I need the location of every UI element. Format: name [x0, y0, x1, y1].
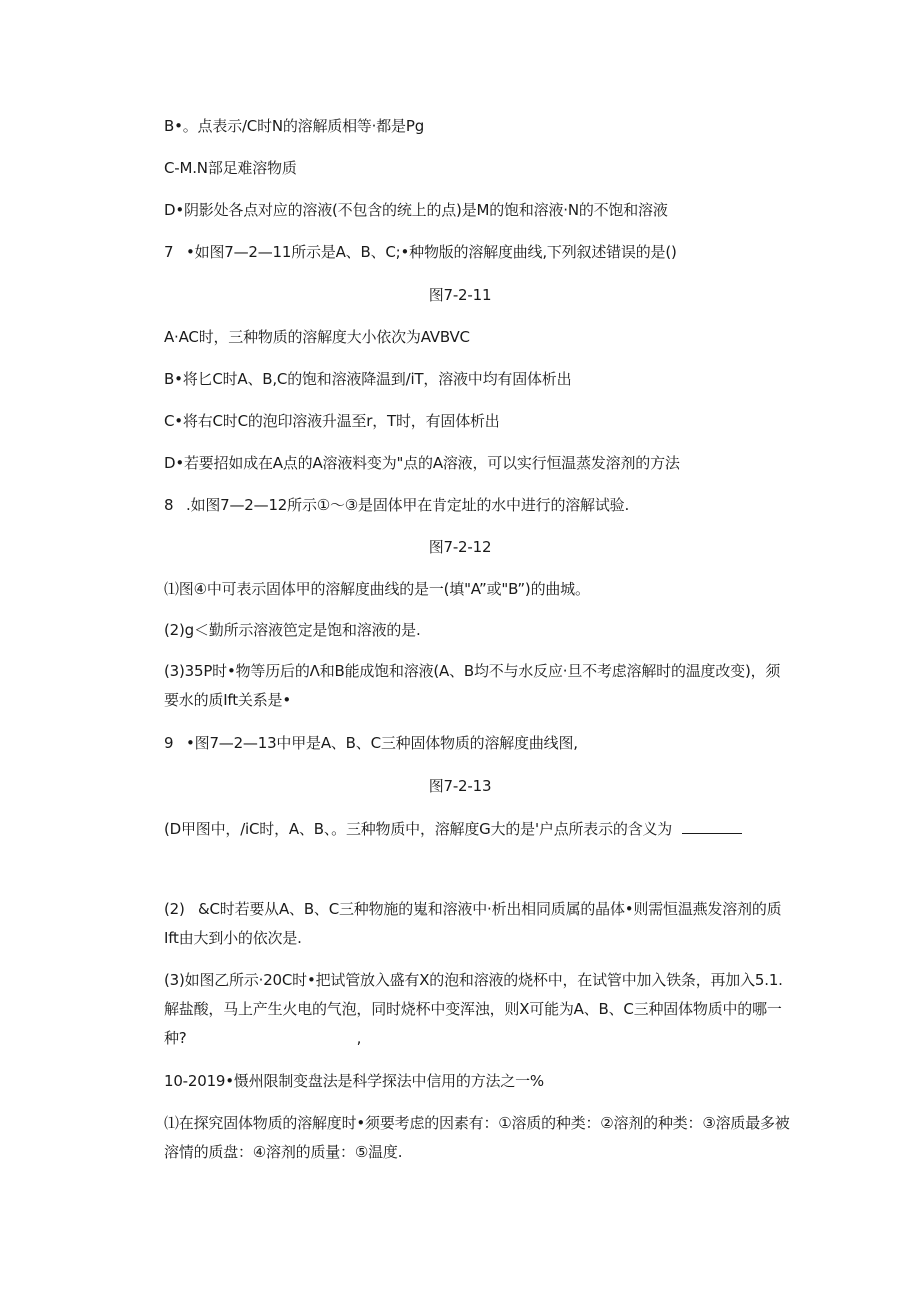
question-7-option-b: B•将匕C时A、B,C的饱和溶液降温到/iT，溶液中均有固体析出: [164, 370, 572, 388]
question-9-part-3-mark: ,: [356, 1029, 362, 1047]
question-9-text: •图7—2—13中甲是A、B、C三种固体物质的溶解度曲线图,: [186, 734, 578, 752]
question-9-part-2-number: (2): [164, 900, 185, 918]
question-9: [164, 733, 804, 753]
question-8-part-2: (2)g＜勤所示溶液笆定是饱和溶液的是.: [164, 621, 421, 639]
question-8-number: 8: [164, 496, 174, 514]
question-9-part-2: [164, 895, 790, 953]
figure-caption-7-2-12: 图7-2-12: [428, 538, 492, 556]
option-d-line: D•阴影处各点对应的溶液(不包含的统上的点)是M的饱和溶液·N的不饱和溶液: [164, 201, 668, 219]
question-8-part-1: ⑴图④中可表示固体甲的溶解度曲线的是一(填"A”或"B”)的曲城。: [164, 580, 590, 598]
question-9-part-3: [164, 966, 790, 1053]
question-10-part-1: ⑴在探究固体物质的溶解度时•须要考虑的因素有：①溶质的种类：②溶剂的种类：③溶质最多被溶情的质盘：④溶剂的质量：⑤温度.: [164, 1114, 790, 1161]
question-10: 10-2019•慑州限制变盘法是科学探法中信用的方法之一%: [164, 1072, 544, 1090]
question-7: [164, 242, 804, 262]
question-9-part-2-text: &C时若要从A、B、C三种物施的嵬和溶液中·析出相同质属的晶体•则需恒温燕发溶剂的质Ift由大到小的依次是.: [164, 900, 782, 947]
question-9-part-1: [164, 818, 804, 839]
figure-caption-7-2-13: 图7-2-13: [428, 777, 492, 795]
figure-caption-7-2-11: 图7-2-11: [428, 286, 492, 304]
question-8-part-3: (3)35P时•物等历后的Λ和B能成饱和溶液(A、B均不与水反应·旦不考虑溶解时的温度改变)，须要水的质Ift关系是•: [164, 662, 781, 709]
question-9-part-3-text: (3)如图乙所示·20C时•把试管放入盛有X的泡和溶液的烧杯中，在试管中加入铁条，再加入5.1.解盐酸，马上产生火电的气泡，同时烧杯中变浑浊，则X可能为A、B、C三种固体物质中的哪一种?: [164, 971, 783, 1047]
question-8-text: .如图7—2—12所示①〜③是固体甲在肯定址的水中进行的溶解试验.: [186, 496, 630, 514]
question-7-option-d: D•若要招如成在A点的A溶液料变为"点的A溶液，可以实行恒温蒸发溶剂的方法: [164, 454, 680, 472]
option-b-line: B•。点表示/C时N的溶解质相等·都是Pg: [164, 117, 425, 135]
question-9-number: 9: [164, 734, 174, 752]
answer-blank: [682, 818, 742, 834]
question-8: [164, 495, 804, 515]
option-c-line: C-M.N部足难溶物质: [164, 159, 297, 177]
question-9-part-1-text: (D甲图中，/iC时，A、B、。三种物质中，溶解度G大的是'户点所表示的含义为: [164, 820, 673, 838]
question-7-option-c: C•将右C时C的泡印溶液升温至r，T时，有固体析出: [164, 412, 500, 430]
question-7-text: •如图7—2—11所示是A、B、C;•种物版的溶解度曲线,下列叙述错误的是(): [186, 243, 677, 261]
question-7-number: 7: [164, 243, 174, 261]
question-7-option-a: A·AC时，三种物质的溶解度大小依次为AVBVC: [164, 328, 470, 346]
